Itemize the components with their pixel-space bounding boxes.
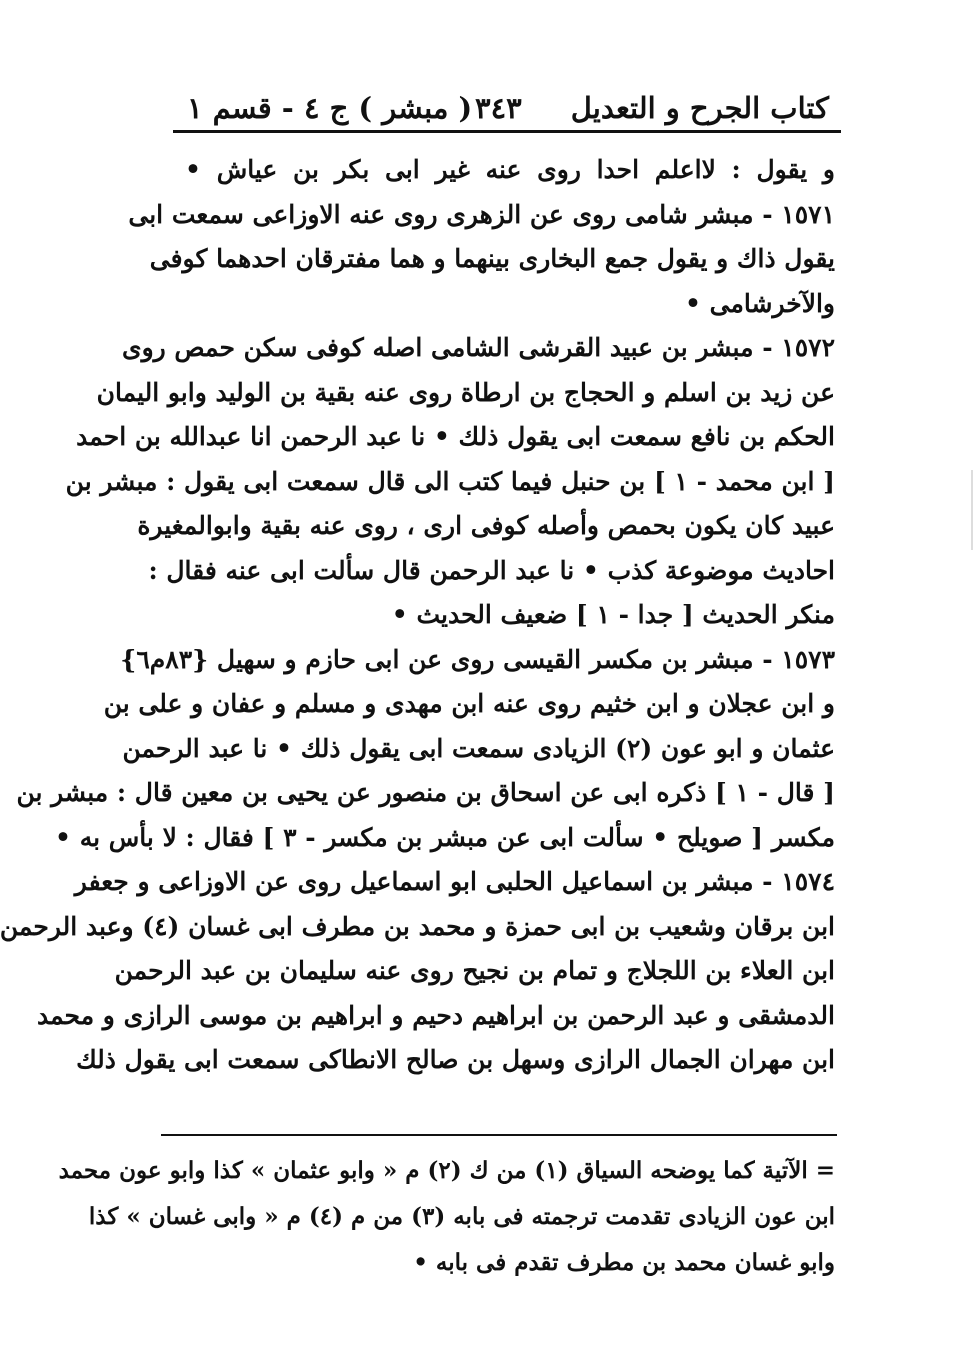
entry-1572-line: ١٥٧٢ - مبشر بن عبيد القرشى الشامى اصله كوفى سكن حمص روى xyxy=(122,333,835,362)
text-line: و ابن عجلان و ابن خثيم روى عنه ابن مهدى و مسلم و عفان و على بن xyxy=(103,689,835,718)
header-rule xyxy=(173,130,841,133)
page-number: ٣٤٣ xyxy=(475,91,522,125)
entry-1573-line: ١٥٧٣ - مبشر بن مكسر القيسى روى عن ابى حازم و سهيل {٨٣م٦} xyxy=(120,644,835,674)
footnotes xyxy=(58,1148,835,1286)
footnote-line: وابو غسان محمد بن مطرف تقدم فى بابه • xyxy=(413,1249,835,1276)
main-text xyxy=(0,148,835,1083)
text-line: يقول ذاك و يقول جمع البخارى بينهما و هما مفترقان احدهما كوفى xyxy=(149,244,835,273)
text-line: [ ابن محمد - ١ ] بن حنبل فيما كتب الى قال سمعت ابى يقول : مبشر بن xyxy=(65,466,835,496)
text-line: عن زيد بن اسلم و الحجاج بن ارطاة روى عنه بقية بن الوليد وابو اليمان xyxy=(96,377,835,407)
text-line: عبيد كان يكون بحمص وأصله كوفى ارى ، روى عنه بقية وابوالمغيرة xyxy=(137,511,835,540)
entry-1574-line: ١٥٧٤ - مبشر بن اسماعيل الحلبى ابو اسماعيل روى عن الاوزاعى و جعفر xyxy=(74,867,835,896)
text-line: والآخرشامى • xyxy=(685,288,835,318)
text-line: و يقول : لااعلم احدا روى عنه غير ابى بكر بن عياش • xyxy=(185,155,835,184)
book-title: كتاب الجرح و التعديل xyxy=(570,91,829,125)
footnote-line: = الآتية كما يوضحه السياق (١) من ك (٢) م « وابو عثمان » كذا وابو عون محمد xyxy=(58,1157,835,1184)
text-line: ابن برقان وشعيب بن ابى حمزة و محمد بن مطرف ابى غسان (٤) وعبد الرحمن xyxy=(0,911,835,941)
text-line: ابن مهران الجمال الرازى وسهل بن صالح الانطاكى سمعت ابى يقول ذلك xyxy=(76,1045,835,1074)
footnote-line: ابن عون الزيادى تقدمت ترجمته فى بابه (٣) من م (٤) م « وابى غسان » كذا xyxy=(88,1203,835,1230)
footnote-rule xyxy=(161,1134,837,1136)
text-line: ابن العلاء بن اللجلاج و تمام بن نجيح روى عنه سليمان بن عبد الرحمن xyxy=(114,956,835,985)
entry-1571-line: ١٥٧١ - مبشر شامى روى عن الزهرى روى عنه الاوزاعى سمعت ابى xyxy=(128,199,835,229)
text-line: عثمان و ابو عون (٢) الزيادى سمعت ابى يقول ذلك • نا عبد الرحمن xyxy=(122,733,835,763)
text-line: احاديث موضوعة كذب • نا عبد الرحمن قال سألت ابى عنه فقال : xyxy=(148,555,835,585)
scan-edge-mark xyxy=(971,470,973,550)
text-line: الدمشقى و عبد الرحمن بن ابراهيم دحيم و ابراهيم بن موسى الرازى و محمد xyxy=(36,1000,835,1030)
text-line: منكر الحديث [ جدا - ١ ] ضعيف الحديث • xyxy=(391,600,835,629)
running-header xyxy=(187,88,829,128)
text-line: [ قال - ١ ] ذكره ابى عن اسحاق بن منصور عن يحيى بن معين قال : مبشر بن xyxy=(16,778,835,807)
section-marker: ( مبشر ) ج ٤ - قسم ١ xyxy=(187,91,473,125)
text-line: مكسر [ صويلح • سألت ابى عن مبشر بن مكسر - ٣ ] فقال : لا بأس به • xyxy=(55,822,835,852)
text-line: الحكم بن نافع سمعت ابى يقول ذلك • نا عبد الرحمن انا عبدالله بن احمد xyxy=(76,422,835,451)
